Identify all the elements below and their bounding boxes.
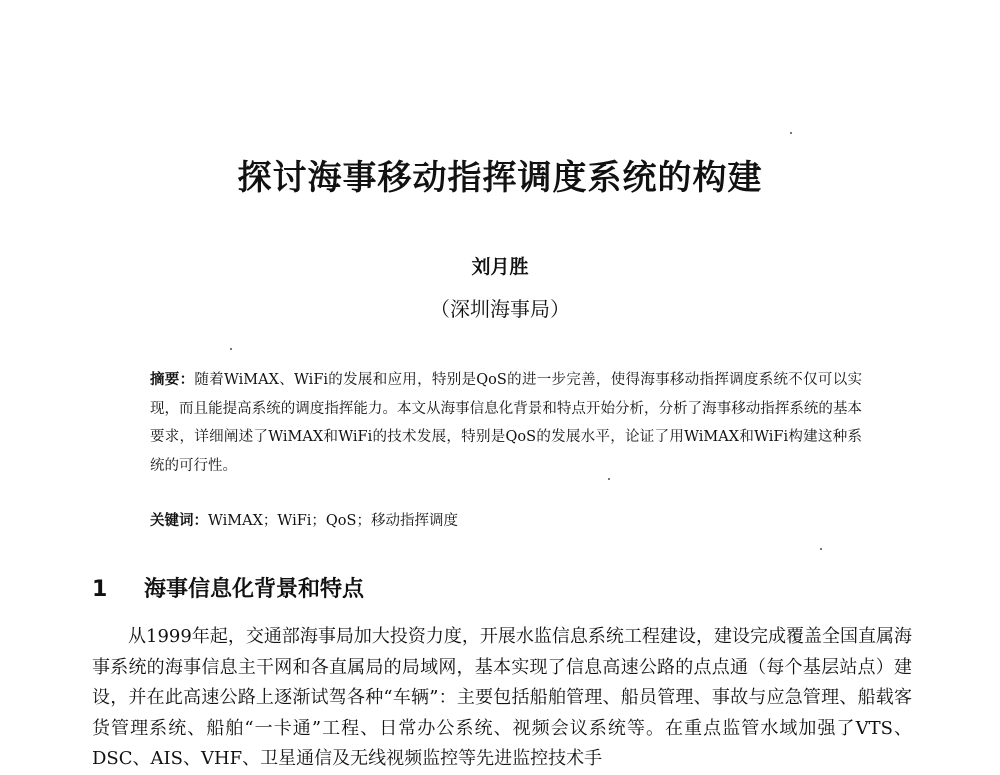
scan-speck — [608, 478, 610, 480]
section-number: 1 — [92, 577, 108, 602]
keywords-label: 关键词： — [150, 513, 208, 529]
section-heading — [92, 572, 364, 603]
author-name: 刘月胜 — [471, 256, 529, 278]
abstract-text: 随着WiMAX、WiFi的发展和应用，特别是QoS的进一步完善，使得海事移动指挥调度系统不仅可以实现，而且能提高系统的调度指挥能力。本文从海事信息化背景和特点开始分析，分析了海事移动指挥系统的基本要求，详细阐述了WiMAX和WiFi的技术发展，特别是QoS的发展水平，论证了用WiMAX和WiFi构建这种系统的可行性。 — [150, 372, 863, 474]
keywords — [150, 507, 862, 535]
section-title: 海事信息化背景和特点 — [144, 577, 365, 602]
author-affiliation: （深圳海事局） — [430, 297, 570, 321]
abstract — [150, 366, 862, 480]
paper-title: 探讨海事移动指挥调度系统的构建 — [237, 158, 763, 198]
body-paragraph: 从1999年起，交通部海事局加大投资力度，开展水监信息系统工程建设，建设完成覆盖全国直属海事系统的海事信息主干网和各直属局的局域网，基本实现了信息高速公路的点点通（每个基层站点）建设，并在此高速公路上逐渐试驾各种“车辆”：主要包括船舶管理、船员管理、事故与应急管理、船载客货管理系统、船舶“一卡通”工程、日常办公系统、视频会议系统等。在重点监管水域加强了VTS、DSC、AIS、VHF、卫星通信及无线视频监控等先进监控技术手 — [92, 626, 912, 769]
keywords-text: WiMAX；WiFi；QoS；移动指挥调度 — [208, 513, 458, 529]
scan-speck — [230, 348, 232, 350]
scan-speck — [820, 548, 822, 550]
abstract-label: 摘要： — [150, 372, 195, 388]
scan-speck — [790, 132, 792, 134]
